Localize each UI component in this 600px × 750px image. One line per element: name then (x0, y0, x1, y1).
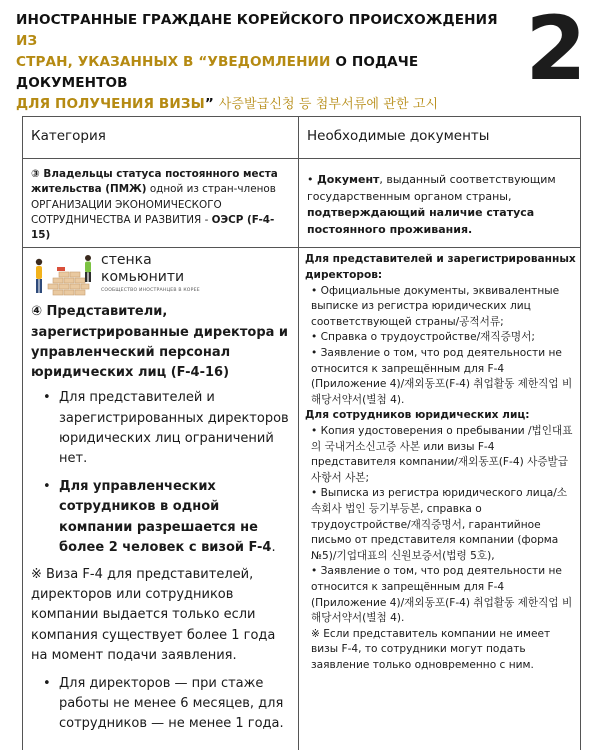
table-row (23, 248, 581, 750)
documents-table (22, 116, 581, 750)
table-row (23, 159, 581, 248)
list-item: • Выписка из регистра юридического лица/소속회사 법인 등기부등본, справка о трудоустройстве/재직증명서, гарантийное письмо от представителя компании (форма №5)/기업대표의 신원보증서(법령 5호), (311, 487, 568, 562)
title-text: ИНОСТРАННЫЕ ГРАЖДАНЕ КОРЕЙСКОГО ПРОИСХОЖДЕНИЯ (16, 12, 498, 28)
logo-subtitle: СООБЩЕСТВО ИНОСТРАНЦЕВ В КОРЕЕ (101, 288, 200, 294)
doc-keyword: подтверждающий наличие статуса постоянного проживания. (307, 206, 535, 236)
category-text: одной из стран-членов ОРГАНИЗАЦИИ ЭКОНОМИЧЕСКОГО СОТРУДНИЧЕСТВА И РАЗВИТИЯ - (31, 183, 276, 226)
title-text: ” (204, 96, 214, 112)
column-header-category: Категория (23, 117, 299, 159)
list-item (37, 477, 292, 558)
visa-note: ※ Виза F-4 для представителей, директоров или сотрудников компании выдается только если компания существует более 1 года на момент подачи заявления. (31, 566, 276, 663)
title-korean: 사증발급신청 등 첨부서류에 관한 고시 (218, 97, 439, 112)
community-logo (31, 250, 231, 302)
logo-name (101, 252, 184, 286)
title-accent: ДЛЯ ПОЛУЧЕНИЯ ВИЗЫ (16, 96, 205, 112)
table-header-row (23, 117, 581, 159)
category-code: ОЭСР (F-4-15) (31, 213, 275, 242)
list-item-bold: Для управленческих сотрудников в одной компании разрешается не более 2 человек с визой F-4 (59, 479, 272, 555)
conditions-list (31, 388, 292, 558)
page-header (16, 10, 516, 115)
brick-wall-people-icon (31, 252, 97, 302)
title-accent: СТРАН, УКАЗАННЫХ В (16, 54, 199, 70)
doc-text: , выданный соответствующим государственным органом страны, (307, 173, 556, 203)
list-item: • Для директоров — при стаже работы не менее 6 месяцев, для сотрудников — не менее 1 года. (37, 674, 292, 735)
title-text: О ПОДАЧЕ ДОКУМЕНТОВ (16, 54, 419, 91)
category-title: ③ Владельцы статуса постоянного места жительства (ПМЖ) (31, 168, 278, 196)
documents-note: ※ Если представитель компании не имеет визы F-4, то сотрудники могут подать заявление только одновременно с ним. (311, 627, 551, 671)
section-heading: Для сотрудников юридических лиц: (305, 409, 530, 422)
list-item: • Для представителей и зарегистрированных директоров юридических лиц ограничений нет. (37, 388, 292, 469)
category-cell (23, 159, 299, 248)
title-accent: ИЗ (16, 33, 38, 49)
column-header-documents: Необходимые документы (299, 117, 581, 159)
category-title: ④ Представители, зарегистрированные директора и управленческий персонал юридических лиц (F-4-16) (31, 304, 289, 381)
logo-name-line: стенка (101, 252, 152, 269)
documents-cell (299, 248, 581, 750)
bullet: • (307, 173, 317, 186)
logo-name-line: комьюнити (101, 269, 185, 286)
list-item-text: . (271, 539, 276, 555)
doc-keyword: Документ (317, 173, 380, 186)
title-accent: “УВЕДОМЛЕНИИ (198, 54, 331, 70)
list-item: • Заявление о том, что род деятельности не относится к запрещённым для F-4 (Приложение 4)/재외동포(F-4) 취업활동 제한직업 비해당서약서(별첨 4). (311, 565, 573, 625)
page-title (16, 10, 516, 115)
section-heading: Для представителей и зарегистрированных директоров: (305, 253, 576, 282)
list-item: • Копия удостоверения о пребывании /법인대표의 국내거소신고증 사본 или визы F-4 представителя компании/재외동포(F-4) 사증발급 사항서 사본; (311, 425, 573, 484)
conditions-list (31, 674, 292, 735)
category-cell (23, 248, 299, 750)
list-item: • Официальные документы, эквивалентные выписке из регистра юридических лиц соответствующей страны/공적서류; (311, 284, 560, 328)
list-item: • Заявление о том, что род деятельности не относится к запрещённым для F-4 (Приложение 4)/재외동포(F-4) 취업활동 제한직업 비해당서약서(별첨 4). (311, 347, 573, 406)
page-number: 2 (525, 0, 585, 100)
list-item: • Справка о трудоустройстве/재직증명서; (311, 331, 535, 344)
documents-cell (299, 159, 581, 248)
